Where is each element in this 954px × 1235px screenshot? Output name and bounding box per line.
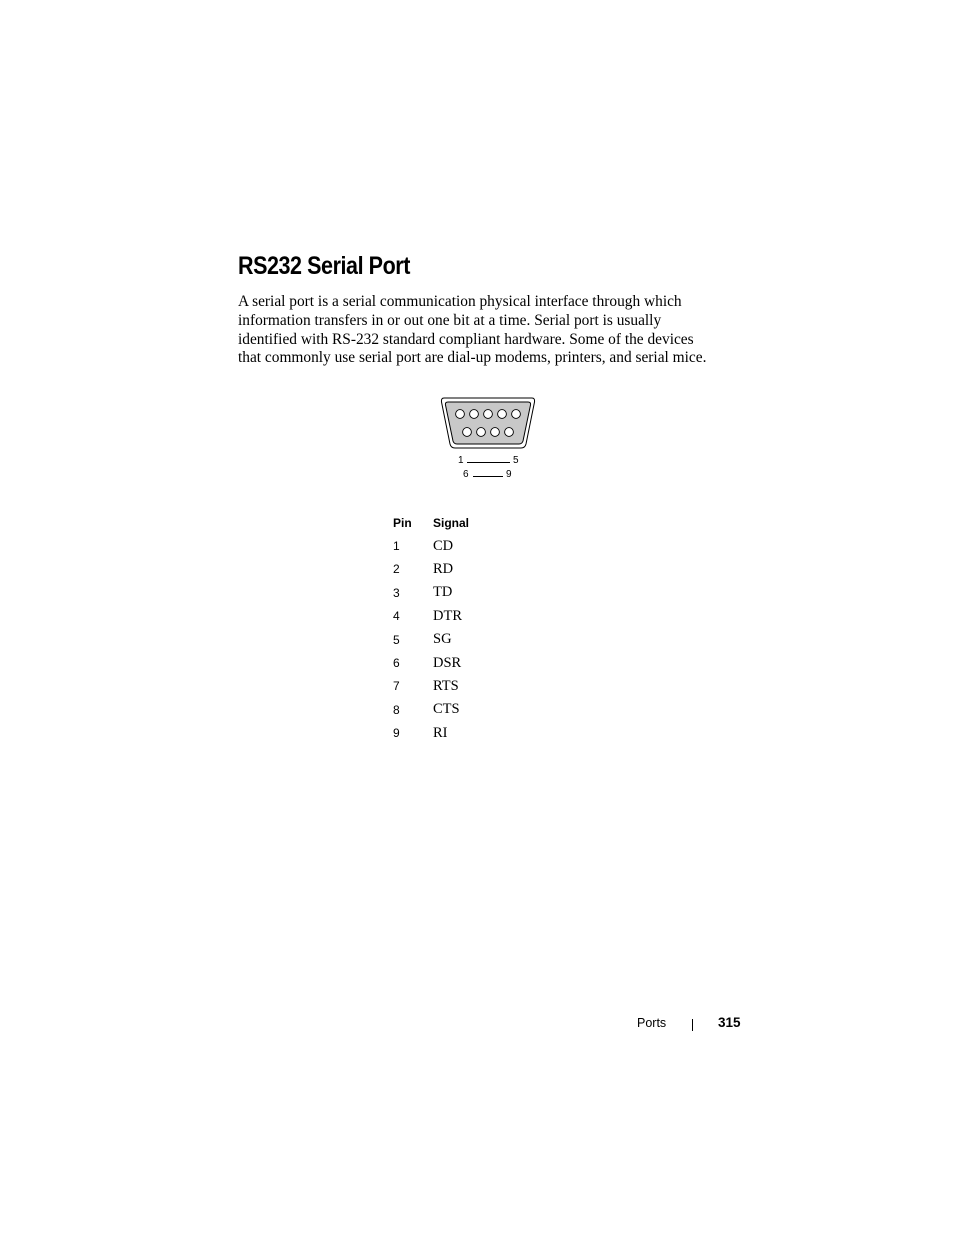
pin-label-bottom-end: 9 — [506, 469, 512, 480]
table-row — [393, 651, 469, 674]
signal-name: CTS — [433, 701, 460, 718]
connector-inner-face — [445, 402, 530, 444]
paragraph-line: that commonly use serial port are dial-up modems, printers, and serial mice. — [238, 349, 707, 367]
paragraph-line: identified with RS-232 standard compliant hardware. Some of the devices — [238, 330, 694, 348]
signal-name: RTS — [433, 677, 459, 694]
pin-number: 2 — [393, 562, 400, 577]
pin-label-top-start: 1 — [458, 455, 464, 466]
signal-name: SG — [433, 631, 452, 648]
footer-separator — [692, 1019, 693, 1031]
table-row — [393, 675, 469, 698]
paragraph-line: information transfers in or out one bit at a time. Serial port is usually — [238, 311, 662, 329]
footer-section-name: Ports — [637, 1016, 667, 1030]
table-row — [393, 628, 469, 651]
pin-number: 7 — [393, 679, 400, 694]
table-header-row — [393, 511, 469, 534]
signal-name: DTR — [433, 607, 462, 624]
pin-row-line-bottom — [473, 476, 503, 477]
paragraph-line: A serial port is a serial communication physical interface through which — [238, 293, 682, 310]
table-row — [393, 605, 469, 628]
footer-page-number: 315 — [718, 1015, 741, 1030]
pin-label-top-end: 5 — [513, 455, 519, 466]
pin-signal-table — [393, 511, 469, 745]
signal-name: RI — [433, 724, 448, 741]
signal-name: DSR — [433, 654, 462, 671]
pin-number: 9 — [393, 726, 400, 741]
pin-number: 1 — [393, 539, 400, 554]
signal-name: CD — [433, 537, 454, 554]
page-title: RS232 Serial Port — [238, 252, 410, 280]
db9-connector-illustration — [440, 394, 536, 450]
pin-number: 8 — [393, 702, 400, 717]
table-row — [393, 558, 469, 581]
table-row — [393, 581, 469, 604]
intro-paragraph — [238, 293, 758, 368]
table-row — [393, 722, 469, 745]
signal-name: TD — [433, 584, 453, 601]
pin-number: 4 — [393, 609, 400, 624]
table-row — [393, 534, 469, 557]
table-row — [393, 698, 469, 721]
pin-row-line-top — [467, 462, 510, 463]
pin-number: 3 — [393, 585, 400, 600]
column-header-signal: Signal — [433, 515, 470, 530]
pin-label-bottom-start: 6 — [463, 469, 469, 480]
pin-number: 6 — [393, 656, 400, 671]
pin-number: 5 — [393, 632, 400, 647]
signal-name: RD — [433, 560, 454, 577]
column-header-pin: Pin — [393, 515, 412, 530]
